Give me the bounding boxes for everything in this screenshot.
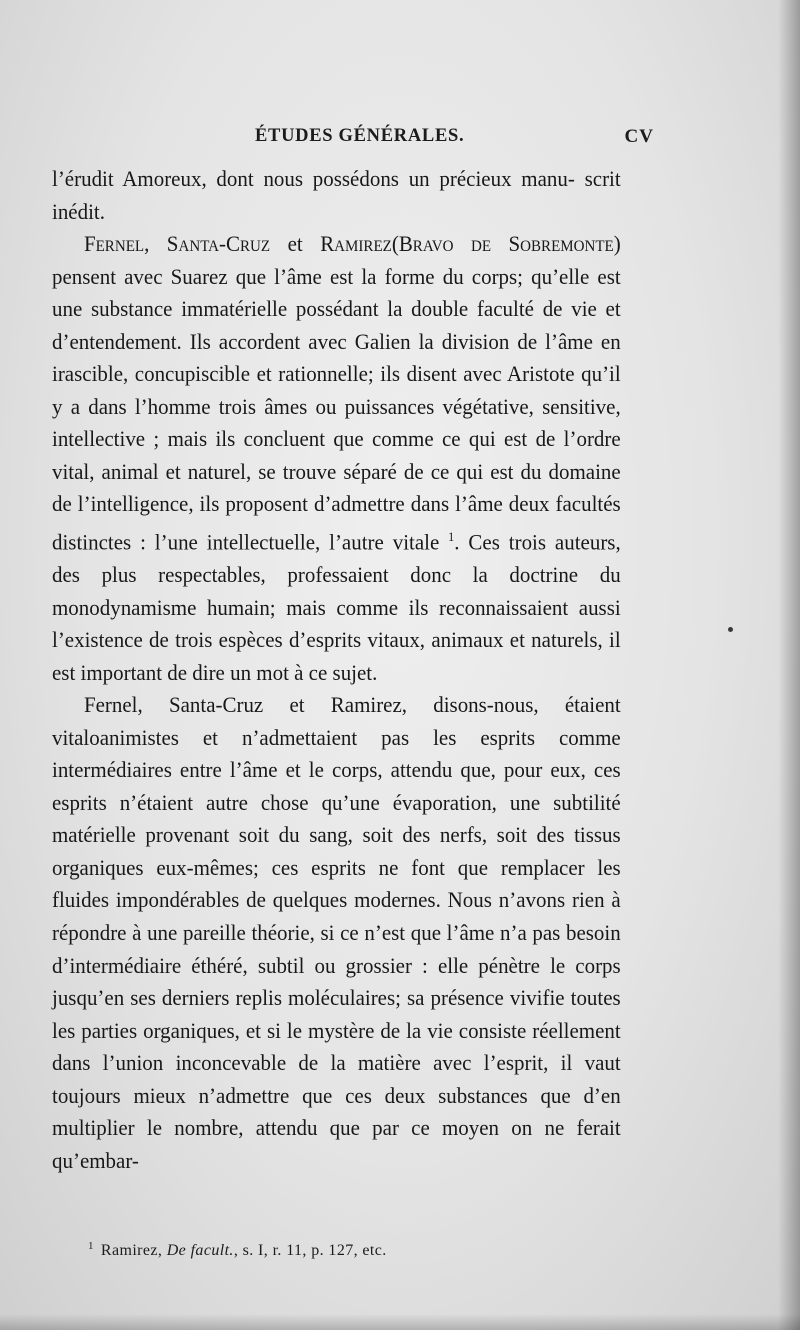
main-text (52, 163, 621, 1177)
footnote-reference-text: , s. I, r. 11, p. 127, etc. (233, 1242, 387, 1259)
running-title: ÉTUDES GÉNÉRALES. (255, 126, 465, 146)
paragraph-2-text-a: pensent avec Suarez que l’âme est la forme du corps; qu’elle est une substance immatérielle possédant la double faculté de vie et d’entendement. Ils accordent avec Galien la division de l’âme en irascible, concupiscible et rationnelle; ils disent avec Aristote qu’il y a dans l’homme trois âmes ou puissances végétative, sensitive, intellective ; mais ils concluent que comme ce qui est de l’ordre vital, animal et naturel, se trouve séparé de ce qui est du domaine de l’intelligence, ils proposent d’admettre dans l’âme deux facultés distinctes : l’une intellectuelle, l’autre vitale (52, 263, 621, 555)
author-ramirez: Ramirez (320, 231, 392, 257)
paragraph-2-text-b: . Ces trois auteurs, des plus respectables, professaient donc la doctrine du monodynamisme humain; mais comme ils reconnaissaient aussi l’existence de trois espèces d’esprits vitaux, animaux et naturels, il est important de dire un mot à ce sujet. (52, 529, 621, 685)
author-fernel: Fernel (83, 231, 145, 257)
footnote (88, 1240, 648, 1260)
page-edge-shadow (778, 0, 800, 1330)
footnote-title: De facult. (166, 1242, 234, 1259)
running-head (60, 126, 656, 156)
conjunction: et (287, 231, 303, 257)
page-bottom-shadow (0, 1314, 800, 1330)
paragraph-1-line-2: scrit inédit. (52, 166, 621, 224)
ink-speck (728, 627, 733, 632)
footnote-reference: 1 (448, 529, 455, 545)
page-number: CV (624, 126, 654, 147)
paragraph-1-line-1: l’érudit Amoreux, dont nous possédons un précieux manu- (52, 166, 575, 191)
paragraph-1 (52, 163, 621, 228)
author-bravo: Bravo de Sobremonte (398, 231, 614, 257)
author-santa-cruz: Santa-Cruz (166, 231, 271, 257)
paragraph-2: Fernel, Santa-Cruz et Ramirez(Bravo de Sobremonte) pensent avec Suarez que l’âme est la forme du corps; qu’elle est une substance immatérielle possédant la double faculté de vie et d’entendement. Ils accordent avec Galien la division de l’âme en irascible, concupiscible et rationnelle; ils disent avec Aristote qu’il y a dans l’homme trois âmes ou puissances végétative, sensitive, intellective ; mais ils concluent que comme ce qui est de l’ordre vital, animal et naturel, se trouve séparé de ce qui est du domaine de l’intelligence, ils proposent d’admettre dans l’âme deux facultés distinctes : l’une intellectuelle, l’autre vitale $^1$. Ces trois auteurs, des plus respectables, professaient donc la doctrine du monodynamisme humain; mais comme ils reconnaissaient aussi l’existence de trois espèces d’esprits vitaux, animaux et naturels, il est important de dire un mot à ce sujet. (52, 231, 621, 685)
footnote-number: 1 (88, 1240, 94, 1252)
paragraph-3: Fernel, Santa-Cruz et Ramirez, disons-nous, étaient vitaloanimistes et n’admettaient pas les esprits comme intermédiaires entre l’âme et le corps, attendu que, pour eux, ces esprits n’étaient autre chose qu’une évaporation, une subtilité matérielle provenant soit du sang, soit des nerfs, soit des tissus organiques eux-mêmes; ces esprits ne font que remplacer les fluides impondérables de quelques modernes. Nous n’avons rien à répondre à une pareille théorie, si ce n’est que l’âme n’a pas besoin d’intermédiaire éthéré, subtil ou grossier : elle pénètre le corps jusqu’en ses derniers replis moléculaires; sa présence vivifie toutes les parties organiques, et si le mystère de la vie consiste réellement dans l’union inconcevable de la matière avec l’esprit, il vaut toujours mieux n’admettre que ces deux substances que d’en multiplier le nombre, attendu que par ce moyen on ne ferait qu’embar- (52, 692, 621, 1173)
footnote-author: Ramirez, (100, 1242, 163, 1259)
